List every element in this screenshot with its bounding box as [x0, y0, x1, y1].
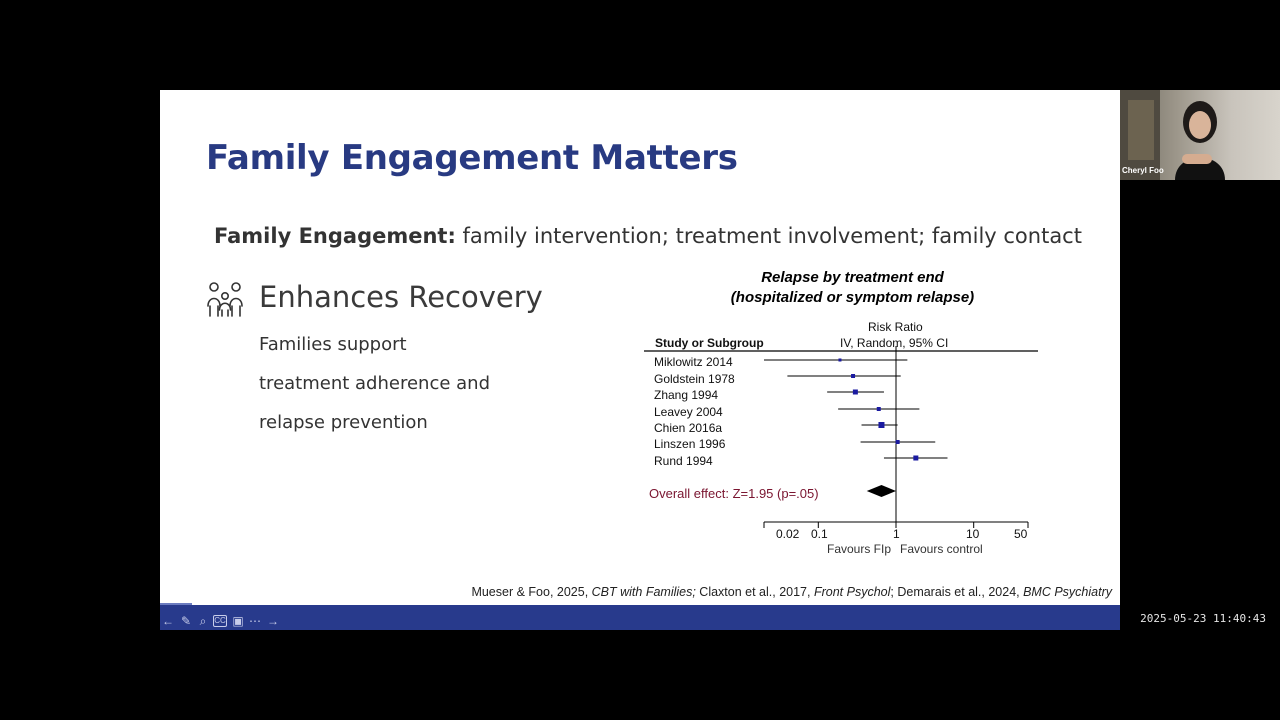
forest-title-line2: (hospitalized or symptom relapse)	[730, 289, 975, 306]
point-estimate	[853, 390, 858, 395]
presentation-control-bar	[160, 605, 1120, 630]
next-slide-icon[interactable]: →	[267, 614, 279, 628]
body-line-3: relapse prevention	[259, 412, 428, 433]
point-estimate	[851, 374, 855, 378]
point-estimate	[913, 456, 918, 461]
section-heading: Enhances Recovery	[259, 280, 543, 314]
more-options-icon[interactable]: ⋯	[249, 614, 261, 628]
study-label: Zhang 1994	[654, 388, 719, 402]
study-label: Linszen 1996	[654, 437, 726, 451]
column-study: Study or Subgroup	[655, 336, 764, 350]
engagement-text: family intervention; treatment involvement; family contact	[455, 224, 1082, 248]
study-label: Rund 1994	[654, 454, 713, 468]
tick-label: 1	[893, 527, 900, 541]
tick-label: 0.1	[811, 527, 828, 541]
point-estimate	[838, 359, 841, 362]
slide	[160, 90, 1120, 605]
participant-name: Cheryl Foo	[1122, 166, 1164, 175]
engagement-label: Family Engagement:	[214, 224, 456, 248]
citation-part: ; Demarais et al., 2024,	[890, 585, 1024, 599]
slide-title: Family Engagement Matters	[206, 138, 738, 178]
citation-part: Claxton et al., 2017,	[695, 585, 814, 599]
body-line-2: treatment adherence and	[259, 373, 491, 394]
favours-right-label: Favours control	[900, 542, 983, 556]
previous-slide-icon[interactable]: ←	[162, 614, 174, 628]
citation	[471, 585, 1112, 599]
forest-title-line1: Relapse by treatment end	[761, 269, 944, 286]
citation-part: BMC Psychiatry	[1023, 585, 1112, 599]
pen-icon[interactable]: ✎	[180, 614, 192, 628]
body-line-1: Families support	[259, 334, 407, 355]
point-estimate	[877, 407, 881, 411]
camera-icon[interactable]: ▣	[232, 614, 244, 628]
citation-part: Mueser & Foo, 2025,	[471, 585, 592, 599]
column-rr-line1: Risk Ratio	[868, 320, 923, 334]
study-label: Goldstein 1978	[654, 372, 735, 386]
study-label: Miklowitz 2014	[654, 355, 733, 369]
overall-effect-label: Overall effect: Z=1.95 (p=.05)	[649, 486, 819, 501]
favours-left-label: Favours FIp	[827, 542, 892, 556]
tick-label: 10	[966, 527, 980, 541]
study-label: Chien 2016a	[654, 421, 723, 435]
timestamp: 2025-05-23 11:40:43	[1140, 612, 1266, 625]
citation-part: Front Psychol	[813, 585, 891, 599]
point-estimate	[896, 440, 900, 444]
tick-label: 0.02	[776, 527, 800, 541]
captions-icon[interactable]: CC	[214, 616, 226, 625]
zoom-icon[interactable]: ⌕	[199, 614, 207, 628]
column-rr-line2: IV, Random, 95% CI	[840, 336, 949, 350]
study-label: Leavey 2004	[654, 405, 723, 419]
tick-label: 50	[1014, 527, 1028, 541]
point-estimate	[878, 422, 884, 428]
overall-diamond	[867, 485, 896, 497]
citation-part: CBT with Families;	[591, 585, 696, 599]
